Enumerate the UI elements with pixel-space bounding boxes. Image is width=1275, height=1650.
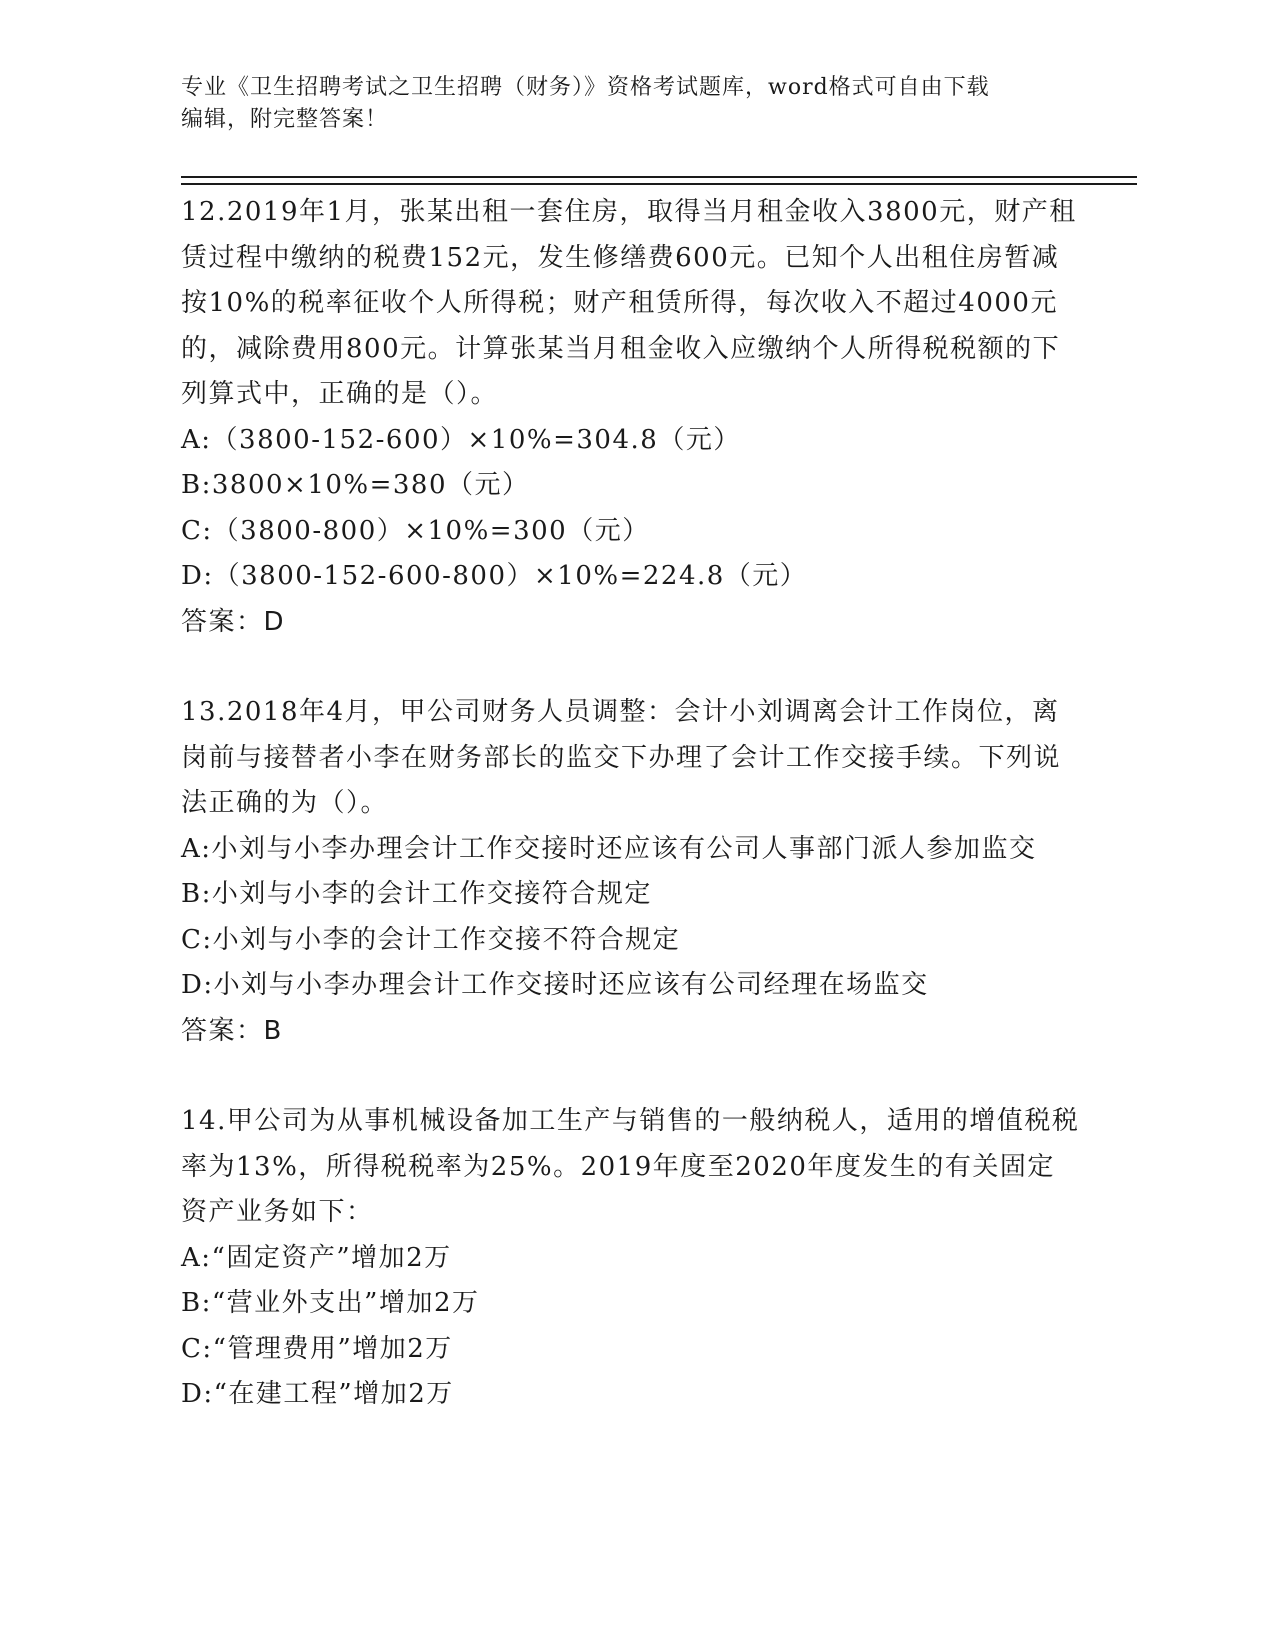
spacer bbox=[181, 645, 1081, 690]
document-header bbox=[181, 72, 1081, 136]
header-divider-top bbox=[181, 176, 1137, 178]
option-a: A:（3800-152-600）×10%=304.8（元） bbox=[181, 424, 741, 455]
option-b: B:小刘与小李的会计工作交接符合规定 bbox=[181, 879, 652, 909]
header-line-1: 专业《卫生招聘考试之卫生招聘（财务）》资格考试题库，word格式可自由下载 bbox=[181, 75, 990, 100]
question-list bbox=[181, 190, 1081, 1418]
option-a: A:小刘与小李办理会计工作交接时还应该有公司人事部门派人参加监交 bbox=[181, 833, 1037, 864]
option-b: B:“营业外支出”增加2万 bbox=[181, 1288, 480, 1318]
option-a: A:“固定资产”增加2万 bbox=[181, 1242, 452, 1273]
option-c: C:小刘与小李的会计工作交接不符合规定 bbox=[181, 924, 681, 955]
option-d: D:小刘与小李办理会计工作交接时还应该有公司经理在场监交 bbox=[181, 970, 929, 1000]
option-d: D:（3800-152-600-800）×10%=224.8（元） bbox=[181, 561, 808, 591]
option-c: C:（3800-800）×10%=300（元） bbox=[181, 515, 650, 546]
question-stem: 12.2019年1月，张某出租一套住房，取得当月租金收入3800元，财产租赁过程中缴纳的税费152元，发生修缮费600元。已知个人出租住房暂减按10%的税率征收个人所得税；财产租赁所得，每次收入不超过4000元的，减除费用800元。计算张某当月租金收入应缴纳个人所得税税额的下列算式中，正确的是（）。 bbox=[181, 197, 1077, 409]
option-c: C:“管理费用”增加2万 bbox=[181, 1333, 453, 1364]
question-stem: 14.甲公司为从事机械设备加工生产与销售的一般纳税人，适用的增值税税率为13%，所得税税率为25%。2019年度至2020年度发生的有关固定资产业务如下： bbox=[181, 1106, 1080, 1227]
answer-line: 答案：D bbox=[181, 606, 286, 637]
question-13 bbox=[181, 690, 1081, 1054]
header-divider-bottom bbox=[181, 183, 1137, 185]
header-line-2: 编辑，附完整答案！ bbox=[181, 107, 389, 132]
spacer bbox=[181, 1054, 1081, 1099]
question-stem: 13.2018年4月，甲公司财务人员调整：会计小刘调离会计工作岗位，离岗前与接替者小李在财务部长的监交下办理了会计工作交接手续。下列说法正确的为（）。 bbox=[181, 697, 1062, 818]
answer-line: 答案：B bbox=[181, 1015, 283, 1046]
option-b: B:3800×10%=380（元） bbox=[181, 470, 530, 500]
question-12 bbox=[181, 190, 1081, 645]
question-14 bbox=[181, 1099, 1081, 1418]
option-d: D:“在建工程”增加2万 bbox=[181, 1379, 454, 1409]
